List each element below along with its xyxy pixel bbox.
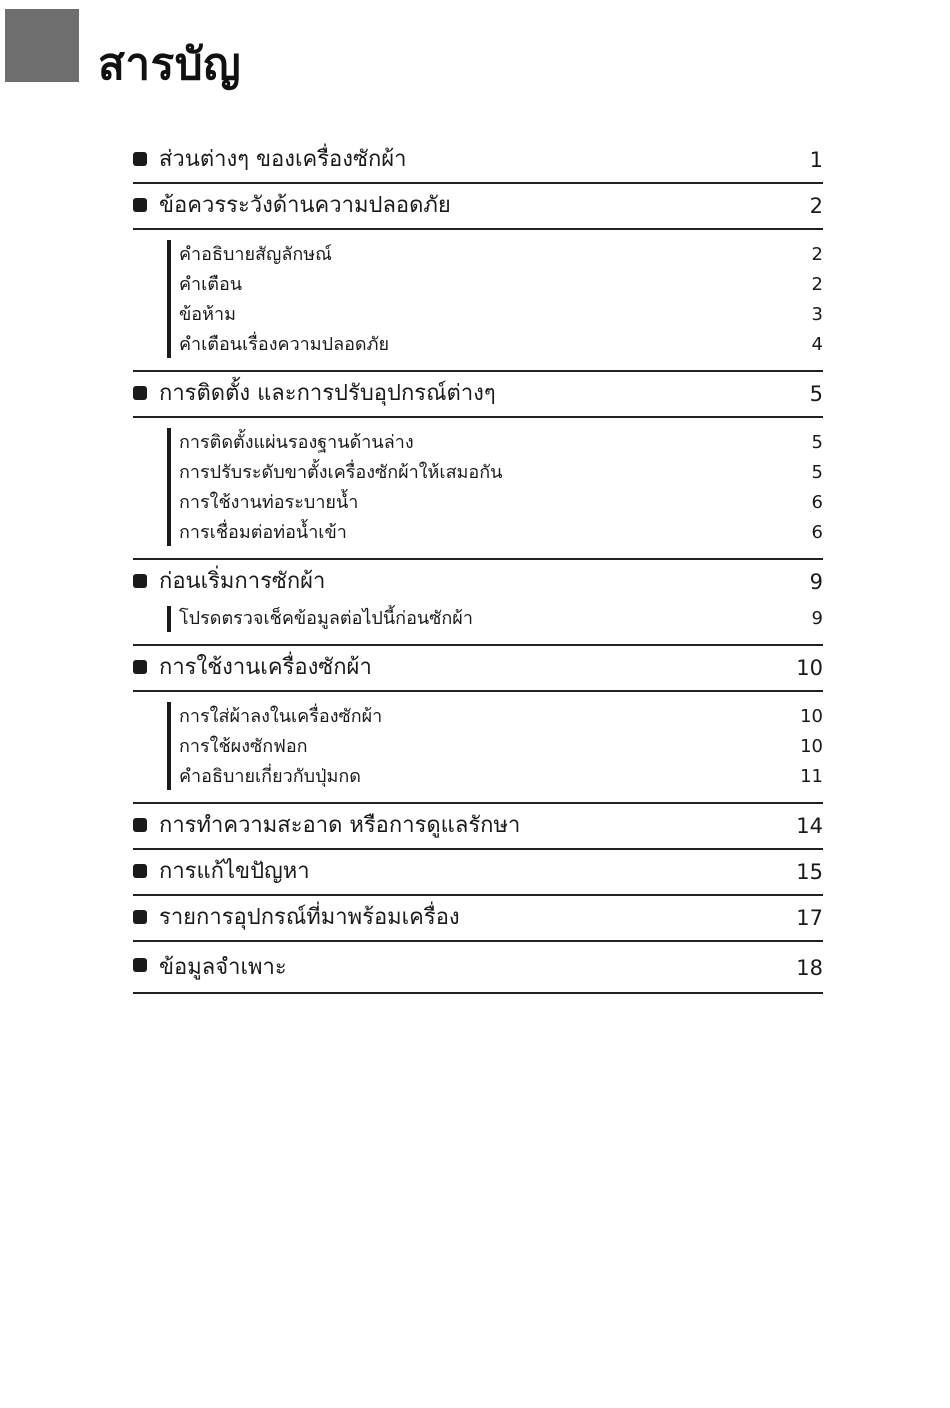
subitem-label: การใช้งานท่อระบายน้ำ — [179, 492, 359, 513]
toc-section-before-washing[interactable] — [133, 560, 823, 604]
bullet-icon — [133, 660, 147, 674]
subitem-label: การใส่ผ้าลงในเครื่องซักผ้า — [179, 706, 383, 727]
subitem-label: คำเตือนเรื่องความปลอดภัย — [179, 334, 390, 355]
toc-section-cleaning[interactable] — [133, 804, 823, 850]
subitem-page-number: 6 — [811, 492, 823, 513]
toc-section-troubleshooting[interactable] — [133, 850, 823, 896]
bullet-icon — [133, 864, 147, 878]
subitem-page-number: 9 — [811, 608, 823, 629]
section-label: ส่วนต่างๆ ของเครื่องซักผ้า — [159, 147, 407, 172]
section-page-number: 18 — [796, 956, 823, 980]
bullet-icon — [133, 910, 147, 924]
subitem-label: คำอธิบายเกี่ยวกับปุ่มกด — [179, 766, 361, 787]
section-page-number: 2 — [809, 194, 823, 218]
subitem-page-number: 4 — [811, 334, 823, 355]
toc-subitem[interactable] — [133, 300, 823, 330]
toc-subitem[interactable] — [133, 518, 823, 548]
subitem-page-number: 2 — [811, 274, 823, 295]
subitem-label: การติดตั้งแผ่นรองฐานด้านล่าง — [179, 432, 414, 453]
table-of-contents — [133, 138, 823, 994]
subitem-page-number: 10 — [800, 706, 823, 727]
toc-subsection-list — [133, 692, 823, 804]
toc-subitem[interactable] — [133, 428, 823, 458]
bullet-icon — [133, 958, 147, 972]
toc-subitem[interactable] — [133, 762, 823, 792]
toc-subitem[interactable] — [133, 330, 823, 360]
section-label: การทำความสะอาด หรือการดูแลรักษา — [159, 813, 521, 838]
bullet-icon — [133, 198, 147, 212]
toc-subsection-list — [133, 418, 823, 560]
subitem-page-number: 3 — [811, 304, 823, 325]
bullet-icon — [133, 386, 147, 400]
toc-subitem[interactable] — [133, 702, 823, 732]
section-page-number: 5 — [809, 382, 823, 406]
subitem-page-number: 11 — [800, 766, 823, 787]
subitem-label: โปรดตรวจเช็คข้อมูลต่อไปนี้ก่อนซักผ้า — [179, 608, 473, 629]
section-label: ข้อควรระวังด้านความปลอดภัย — [159, 193, 451, 218]
subitem-page-number: 5 — [811, 462, 823, 483]
subitem-label: การปรับระดับขาตั้งเครื่องซักผ้าให้เสมอกัน — [179, 462, 503, 483]
subitem-page-number: 6 — [811, 522, 823, 543]
subitem-label: ข้อห้าม — [179, 304, 236, 325]
toc-subitem[interactable] — [133, 458, 823, 488]
toc-subitem[interactable] — [133, 488, 823, 518]
bullet-icon — [133, 152, 147, 166]
section-page-number: 14 — [796, 814, 823, 838]
bullet-icon — [133, 574, 147, 588]
section-page-number: 15 — [796, 860, 823, 884]
section-label: การแก้ไขปัญหา — [159, 859, 310, 884]
section-label: ข้อมูลจำเพาะ — [159, 955, 287, 980]
section-page-number: 17 — [796, 906, 823, 930]
toc-subitem[interactable] — [133, 270, 823, 300]
section-label: การใช้งานเครื่องซักผ้า — [159, 655, 372, 680]
toc-section-installation[interactable] — [133, 372, 823, 418]
section-page-number: 9 — [809, 570, 823, 594]
subitem-page-number: 5 — [811, 432, 823, 453]
section-page-number: 1 — [809, 148, 823, 172]
toc-subitem[interactable] — [133, 240, 823, 270]
toc-subitem[interactable] — [133, 604, 823, 634]
toc-subsection-list — [133, 604, 823, 646]
toc-section-accessories[interactable] — [133, 896, 823, 942]
section-page-number: 10 — [796, 656, 823, 680]
subitem-label: การใช้ผงซักฟอก — [179, 736, 308, 757]
section-label: ก่อนเริ่มการซักผ้า — [159, 569, 326, 594]
toc-section-safety[interactable] — [133, 184, 823, 230]
toc-section-specifications[interactable] — [133, 942, 823, 994]
page-title: สารบัญ — [98, 39, 242, 90]
subitem-page-number: 10 — [800, 736, 823, 757]
section-label: รายการอุปกรณ์ที่มาพร้อมเครื่อง — [159, 905, 460, 930]
toc-section-parts[interactable] — [133, 138, 823, 184]
corner-decoration-block — [5, 9, 79, 82]
toc-section-operation[interactable] — [133, 646, 823, 692]
toc-subsection-list — [133, 230, 823, 372]
subitem-label: คำอธิบายสัญลักษณ์ — [179, 244, 332, 265]
subitem-page-number: 2 — [811, 244, 823, 265]
toc-subitem[interactable] — [133, 732, 823, 762]
bullet-icon — [133, 818, 147, 832]
section-label: การติดตั้ง และการปรับอุปกรณ์ต่างๆ — [159, 381, 496, 406]
subitem-label: คำเตือน — [179, 274, 243, 295]
subitem-label: การเชื่อมต่อท่อน้ำเข้า — [179, 522, 347, 543]
